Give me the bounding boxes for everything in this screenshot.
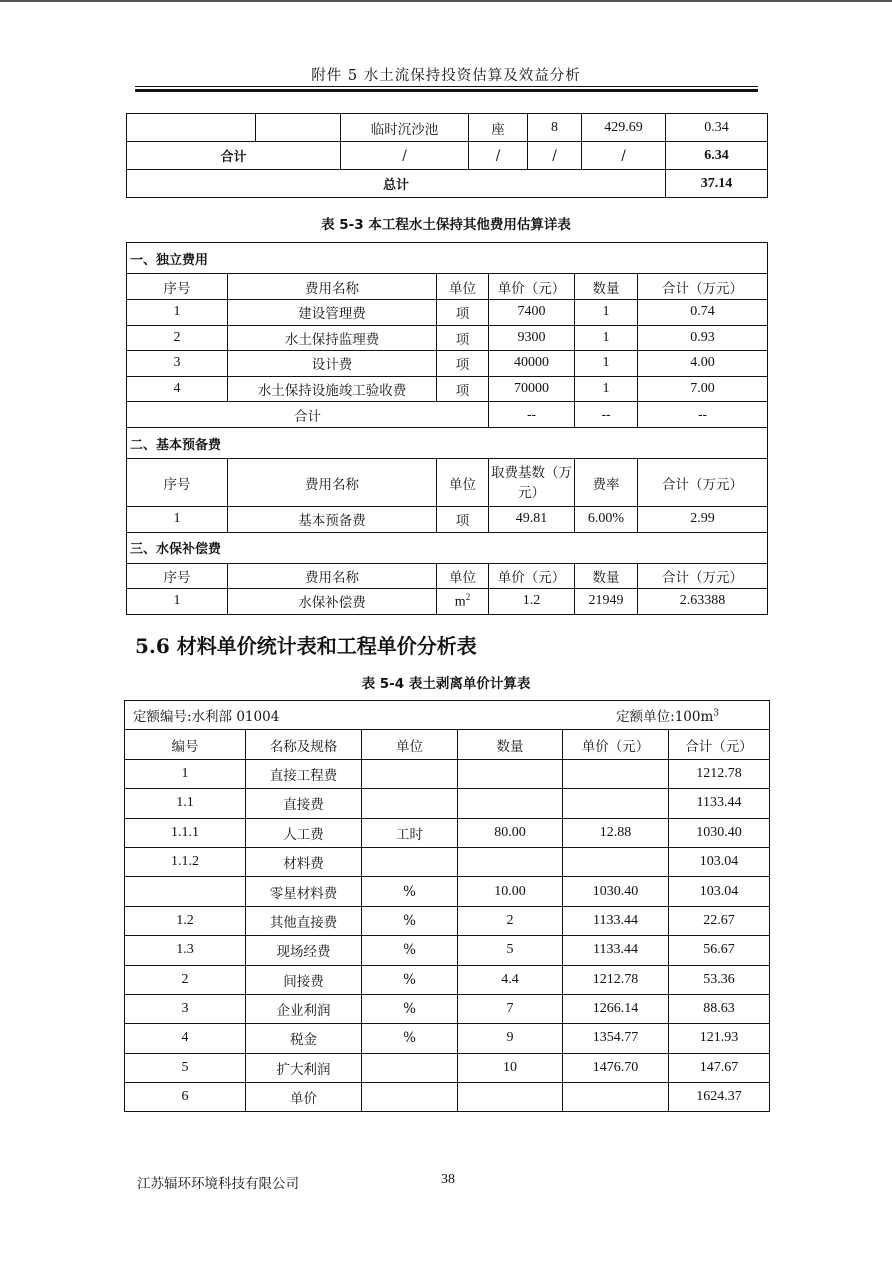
table-row: [125, 936, 770, 965]
cell: %: [362, 936, 458, 965]
subtotal-label: 合计: [127, 142, 341, 170]
cell: [563, 847, 669, 876]
cell: 1: [125, 759, 246, 788]
cell: 基本预备费: [228, 507, 437, 533]
table-row: [125, 965, 770, 994]
header-rule-thin: [135, 86, 758, 87]
subtotal-value: 6.34: [666, 142, 768, 170]
table-caption-5-4: 表 5-4 表土剥离单价计算表: [361, 676, 531, 692]
cell: 3: [127, 351, 228, 377]
cell: 7400: [489, 300, 575, 326]
cell: 1.1.1: [125, 818, 246, 847]
cell: 扩大利润: [246, 1053, 362, 1082]
cell: 1.1: [125, 789, 246, 818]
table-row: [127, 325, 768, 351]
cell: 材料费: [246, 847, 362, 876]
cell: 103.04: [669, 877, 770, 906]
header-cell: 序号: [127, 274, 228, 300]
table-row: [125, 1083, 770, 1112]
table-row: [125, 1024, 770, 1053]
cell: --: [638, 402, 768, 428]
header-cell: 单位: [437, 563, 489, 589]
page-header: 附件 5 水土流保持投资估算及效益分析: [311, 68, 581, 84]
cell: 1: [127, 589, 228, 615]
cell-slash: /: [528, 142, 582, 170]
footer-company: 江苏辐环环境科技有限公司: [137, 1176, 299, 1192]
cell: %: [362, 906, 458, 935]
cell: 147.67: [669, 1053, 770, 1082]
quota-row: [125, 701, 770, 730]
cell: [563, 789, 669, 818]
cell: 2: [125, 965, 246, 994]
cell: 1476.70: [563, 1053, 669, 1082]
table-row: [125, 847, 770, 876]
cell: 项: [437, 507, 489, 533]
cell: 1266.14: [563, 994, 669, 1023]
cell: 1: [127, 300, 228, 326]
cell: [362, 847, 458, 876]
table-caption-5-3: 表 5-3 本工程水土保持其他费用估算详表: [321, 217, 571, 233]
cell: 项: [437, 325, 489, 351]
cell-unit-m2: [437, 589, 489, 615]
cell: 1.2: [489, 589, 575, 615]
header-row: [127, 459, 768, 507]
cell: 税金: [246, 1024, 362, 1053]
cell: %: [362, 877, 458, 906]
quota-unit-sup: 3: [713, 708, 719, 719]
header-cell: 费用名称: [228, 459, 437, 507]
cell: 直接费: [246, 789, 362, 818]
cell: 3: [125, 994, 246, 1023]
section-title-reserve: 二、基本预备费: [127, 428, 768, 459]
cell: 80.00: [458, 818, 563, 847]
header-cell: 合计（万元）: [638, 459, 768, 507]
cell: %: [362, 994, 458, 1023]
table-row: [127, 589, 768, 615]
cell: 53.36: [669, 965, 770, 994]
cell: 1133.44: [563, 906, 669, 935]
cell-slash: /: [341, 142, 469, 170]
cell-slash: /: [469, 142, 528, 170]
header-cell: 名称及规格: [246, 730, 362, 759]
quota-info: [125, 701, 770, 730]
cell: [458, 789, 563, 818]
section-row: [127, 428, 768, 459]
table-topsoil-price: [124, 700, 770, 1112]
unit-sup: 2: [465, 591, 471, 602]
cell: %: [362, 1024, 458, 1053]
section-title-compensation: 三、水保补偿费: [127, 532, 768, 563]
cell: 70000: [489, 376, 575, 402]
cell: 人工费: [246, 818, 362, 847]
quota-unit-text: 定额单位:100m: [616, 709, 714, 726]
page-number: 38: [441, 1172, 455, 1187]
cell: %: [362, 965, 458, 994]
header-cell: 合计（万元）: [638, 563, 768, 589]
cell: 其他直接费: [246, 906, 362, 935]
cell: 4.00: [638, 351, 768, 377]
header-cell: 序号: [127, 563, 228, 589]
cell: 1: [575, 351, 638, 377]
cell: 121.93: [669, 1024, 770, 1053]
table-row: [125, 906, 770, 935]
cell: [362, 1053, 458, 1082]
cell: 10: [458, 1053, 563, 1082]
cell: 9: [458, 1024, 563, 1053]
cell: 2: [458, 906, 563, 935]
cell: --: [575, 402, 638, 428]
cell: 工时: [362, 818, 458, 847]
cell-unit: 座: [469, 114, 528, 142]
cell: 1212.78: [563, 965, 669, 994]
section-title-independent: 一、独立费用: [127, 243, 768, 274]
section-row: [127, 243, 768, 274]
table-row: [125, 994, 770, 1023]
cell: 项: [437, 351, 489, 377]
top-border: [0, 0, 892, 2]
cell: [563, 759, 669, 788]
section-heading-5-6: 5.6 材料单价统计表和工程单价分析表: [135, 634, 477, 658]
cell: 单价: [246, 1083, 362, 1112]
subtotal-label: 合计: [127, 402, 489, 428]
cell-qty: 8: [528, 114, 582, 142]
cell: 1.3: [125, 936, 246, 965]
cell: 12.88: [563, 818, 669, 847]
cell: 项: [437, 376, 489, 402]
table-row: [127, 376, 768, 402]
cell: 1030.40: [563, 877, 669, 906]
subtotal-row: [127, 402, 768, 428]
cell: 4: [127, 376, 228, 402]
cell: 4.4: [458, 965, 563, 994]
cell: 2.99: [638, 507, 768, 533]
cell: 88.63: [669, 994, 770, 1023]
cell: 10.00: [458, 877, 563, 906]
cell: 1133.44: [563, 936, 669, 965]
cell: 1: [575, 300, 638, 326]
subtotal-row: [127, 142, 768, 170]
header-cell: 费率: [575, 459, 638, 507]
cell: [458, 847, 563, 876]
cell: 项: [437, 300, 489, 326]
cell: 1: [127, 507, 228, 533]
cell: 企业利润: [246, 994, 362, 1023]
cell: 1624.37: [669, 1083, 770, 1112]
cell: 1030.40: [669, 818, 770, 847]
table-row: [125, 877, 770, 906]
cell: 1133.44: [669, 789, 770, 818]
header-row: [127, 563, 768, 589]
cell: 0.74: [638, 300, 768, 326]
cell: 水土保持监理费: [228, 325, 437, 351]
header-cell: 费用名称: [228, 274, 437, 300]
cell: 49.81: [489, 507, 575, 533]
cell: 6.00%: [575, 507, 638, 533]
cell: 6: [125, 1083, 246, 1112]
cell: 1.1.2: [125, 847, 246, 876]
header-cell: 编号: [125, 730, 246, 759]
cell: [458, 759, 563, 788]
header-cell: 单位: [437, 274, 489, 300]
cell: 2: [127, 325, 228, 351]
cell: 1: [575, 376, 638, 402]
cell: --: [489, 402, 575, 428]
table-row: [125, 818, 770, 847]
cell: 9300: [489, 325, 575, 351]
grand-total-row: [127, 170, 768, 198]
cell: 21949: [575, 589, 638, 615]
cell-slash: /: [582, 142, 666, 170]
table-row: [127, 114, 768, 142]
table-continuation: [126, 113, 768, 198]
header-cell: 单价（元）: [489, 274, 575, 300]
cell-total: 0.34: [666, 114, 768, 142]
header-cell: 数量: [575, 563, 638, 589]
header-cell: 序号: [127, 459, 228, 507]
cell: 设计费: [228, 351, 437, 377]
header-row: [125, 730, 770, 759]
cell: 1212.78: [669, 759, 770, 788]
table-row: [127, 351, 768, 377]
cell-name: 临时沉沙池: [341, 114, 469, 142]
table-row: [125, 789, 770, 818]
header-cell: 单位: [437, 459, 489, 507]
cell: 5: [458, 936, 563, 965]
cell-price: 429.69: [582, 114, 666, 142]
header-cell: 合计（万元）: [638, 274, 768, 300]
header-cell: 取费基数（万元）: [489, 459, 575, 507]
cell: 40000: [489, 351, 575, 377]
cell: 5: [125, 1053, 246, 1082]
table-other-costs: [126, 242, 768, 615]
header-cell: 单价（元）: [563, 730, 669, 759]
cell: [362, 759, 458, 788]
cell: 7.00: [638, 376, 768, 402]
cell: 7: [458, 994, 563, 1023]
cell: 4: [125, 1024, 246, 1053]
cell: 1: [575, 325, 638, 351]
section-row: [127, 532, 768, 563]
header-cell: 合计（元）: [669, 730, 770, 759]
cell: 103.04: [669, 847, 770, 876]
header-cell: 数量: [458, 730, 563, 759]
header-cell: 单位: [362, 730, 458, 759]
cell: 2.63388: [638, 589, 768, 615]
cell: 间接费: [246, 965, 362, 994]
cell: [563, 1083, 669, 1112]
table-body: [125, 759, 770, 1112]
cell: [362, 789, 458, 818]
cell: [458, 1083, 563, 1112]
cell: 建设管理费: [228, 300, 437, 326]
unit-text: m: [454, 594, 466, 610]
header-rule-thick: [135, 89, 758, 92]
header-cell: 费用名称: [228, 563, 437, 589]
quota-unit: [616, 705, 769, 725]
header-cell: 单价（元）: [489, 563, 575, 589]
cell: 22.67: [669, 906, 770, 935]
cell: 水土保持设施竣工验收费: [228, 376, 437, 402]
cell: [362, 1083, 458, 1112]
grand-total-label: 总计: [127, 170, 666, 198]
header-cell: 数量: [575, 274, 638, 300]
table-row: [125, 759, 770, 788]
cell: 1.2: [125, 906, 246, 935]
cell: 现场经费: [246, 936, 362, 965]
quota-number: 定额编号:水利部 01004: [133, 709, 280, 726]
cell: 56.67: [669, 936, 770, 965]
grand-total-value: 37.14: [666, 170, 768, 198]
table-row: [125, 1053, 770, 1082]
cell: 直接工程费: [246, 759, 362, 788]
table-row: [127, 507, 768, 533]
header-row: [127, 274, 768, 300]
cell: [125, 877, 246, 906]
table-row: [127, 300, 768, 326]
cell: 1354.77: [563, 1024, 669, 1053]
cell: 水保补偿费: [228, 589, 437, 615]
cell: 零星材料费: [246, 877, 362, 906]
cell: 0.93: [638, 325, 768, 351]
